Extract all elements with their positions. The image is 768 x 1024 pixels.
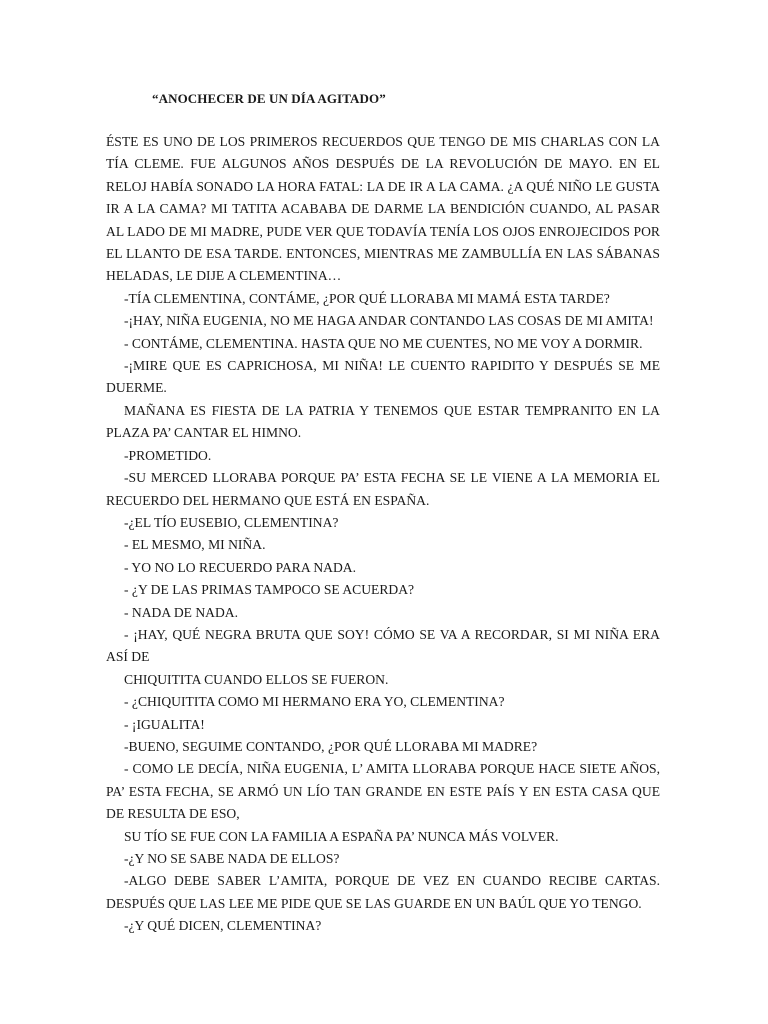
dialogue-line: - ¡IGUALITA! (124, 716, 205, 732)
dialogue-line: - ¿Y DE LAS PRIMAS TAMPOCO SE ACUERDA? (124, 582, 415, 598)
dialogue-line: - NADA DE NADA. (124, 604, 239, 620)
dialogue-line: -¡HAY, NIÑA EUGENIA, NO ME HAGA ANDAR CONTANDO LAS COSAS DE MI AMITA! (124, 313, 654, 329)
dialogue-line: -ALGO DEBE SABER L’AMITA, PORQUE DE VEZ EN CUANDO RECIBE CARTAS. DESPUÉS QUE LAS LEE ME PIDE QUE SE LAS GUARDE EN UN BAÚL QUE YO TENGO. (106, 873, 660, 911)
dialogue-line: -BUENO, SEGUIME CONTANDO, ¿POR QUÉ LLORABA MI MADRE? (124, 738, 538, 754)
dialogue-line: -SU MERCED LLORABA PORQUE PA’ ESTA FECHA SE LE VIENE A LA MEMORIA EL RECUERDO DEL HERMANO QUE ESTÁ EN ESPAÑA. (106, 470, 660, 508)
dialogue-line: SU TÍO SE FUE CON LA FAMILIA A ESPAÑA PA’ NUNCA MÁS VOLVER. (124, 828, 559, 844)
dialogue-line: - CONTÁME, CLEMENTINA. HASTA QUE NO ME CUENTES, NO ME VOY A DORMIR. (124, 335, 643, 351)
dialogue-line: - ¿CHIQUITITA COMO MI HERMANO ERA YO, CLEMENTINA? (124, 694, 505, 710)
dialogue-line: -¡MIRE QUE ES CAPRICHOSA, MI NIÑA! LE CUENTO RAPIDITO Y DESPUÉS SE ME DUERME. (106, 358, 660, 396)
dialogue-line: - ¡HAY, QUÉ NEGRA BRUTA QUE SOY! CÓMO SE VA A RECORDAR, SI MI NIÑA ERA ASÍ DE (106, 626, 660, 665)
dialogue-line: -¿Y QUÉ DICEN, CLEMENTINA? (124, 918, 322, 934)
dialogue-line: - YO NO LO RECUERDO PARA NADA. (124, 559, 356, 575)
dialogue-line: MAÑANA ES FIESTA DE LA PATRIA Y TENEMOS QUE ESTAR TEMPRANITO EN LA PLAZA PA’ CANTAR EL HIMNO. (106, 402, 660, 441)
dialogue-line: -TÍA CLEMENTINA, CONTÁME, ¿POR QUÉ LLORABA MI MAMÁ ESTA TARDE? (124, 290, 610, 306)
document-title: “ANOCHECER DE UN DÍA AGITADO” (152, 91, 386, 106)
document-body (106, 131, 660, 938)
dialogue-line: -PROMETIDO. (124, 447, 212, 463)
dialogue-line: -¿EL TÍO EUSEBIO, CLEMENTINA? (124, 514, 339, 530)
dialogue-line: -¿Y NO SE SABE NADA DE ELLOS? (124, 851, 340, 866)
dialogue-line: - EL MESMO, MI NIÑA. (124, 537, 266, 553)
paragraph-intro: ÉSTE ES UNO DE LOS PRIMEROS RECUERDOS QUE TENGO DE MIS CHARLAS CON LA TÍA CLEME. FUE ALGUNOS AÑOS DESPUÉS DE LA REVOLUCIÓN DE MAYO. EN EL RELOJ HABÍA SONADO LA HORA FATAL: LA DE IR A LA CAMA. ¿A QUÉ NIÑO LE GUSTA IR A LA CAMA? MI TATITA ACABABA DE DARME LA BENDICIÓN CUANDO, AL PASAR AL LADO DE MI MADRE, PUDE VER QUE TODAVÍA TENÍA LOS OJOS ENROJECIDOS POR EL LLANTO DE ESA TARDE. ENTONCES, MIENTRAS ME ZAMBULLÍA EN LAS SÁBANAS HELADAS, LE DIJE A CLEMENTINA… (106, 134, 660, 284)
dialogue-line: - COMO LE DECÍA, NIÑA EUGENIA, L’ AMITA LLORABA PORQUE HACE SIETE AÑOS, PA’ ESTA FECHA, SE ARMÓ UN LÍO TAN GRANDE EN ESTE PAÍS Y EN ESTA CASA QUE DE RESULTA DE ESO, (106, 761, 660, 822)
dialogue-line: CHIQUITITA CUANDO ELLOS SE FUERON. (124, 671, 389, 687)
